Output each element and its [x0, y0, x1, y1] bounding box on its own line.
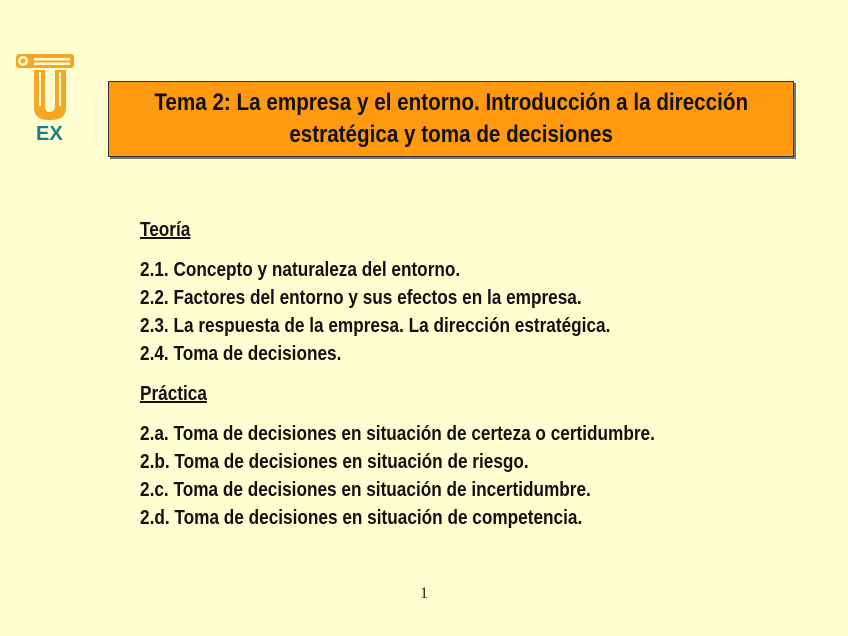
theory-item: 2.3. La respuesta de la empresa. La dirección estratégica. — [140, 315, 611, 337]
practice-list — [140, 420, 800, 532]
logo-letters: EX — [36, 123, 63, 144]
theory-item: 2.1. Concepto y naturaleza del entorno. — [140, 259, 461, 281]
content — [140, 216, 800, 532]
theory-heading: Teoría — [140, 219, 191, 241]
uex-column-logo-icon — [14, 48, 78, 144]
theory-item: 2.2. Factores del entorno y sus efectos en la empresa. — [140, 287, 582, 309]
uex-logo — [14, 48, 78, 144]
practice-item: 2.d. Toma de decisiones en situación de competencia. — [140, 507, 583, 529]
title-line-2: estratégica y toma de decisiones — [289, 121, 613, 148]
theory-list — [140, 256, 800, 368]
practice-item: 2.c. Toma de decisiones en situación de incertidumbre. — [140, 479, 591, 501]
theory-item: 2.4. Toma de decisiones. — [140, 343, 342, 365]
practice-item: 2.a. Toma de decisiones en situación de certeza o certidumbre. — [140, 423, 655, 445]
practice-item: 2.b. Toma de decisiones en situación de riesgo. — [140, 451, 529, 473]
practice-heading: Práctica — [140, 383, 207, 405]
title-line-1: Tema 2: La empresa y el entorno. Introducción a la dirección — [154, 89, 748, 116]
title-box — [108, 81, 794, 157]
page-number: 1 — [420, 585, 428, 602]
